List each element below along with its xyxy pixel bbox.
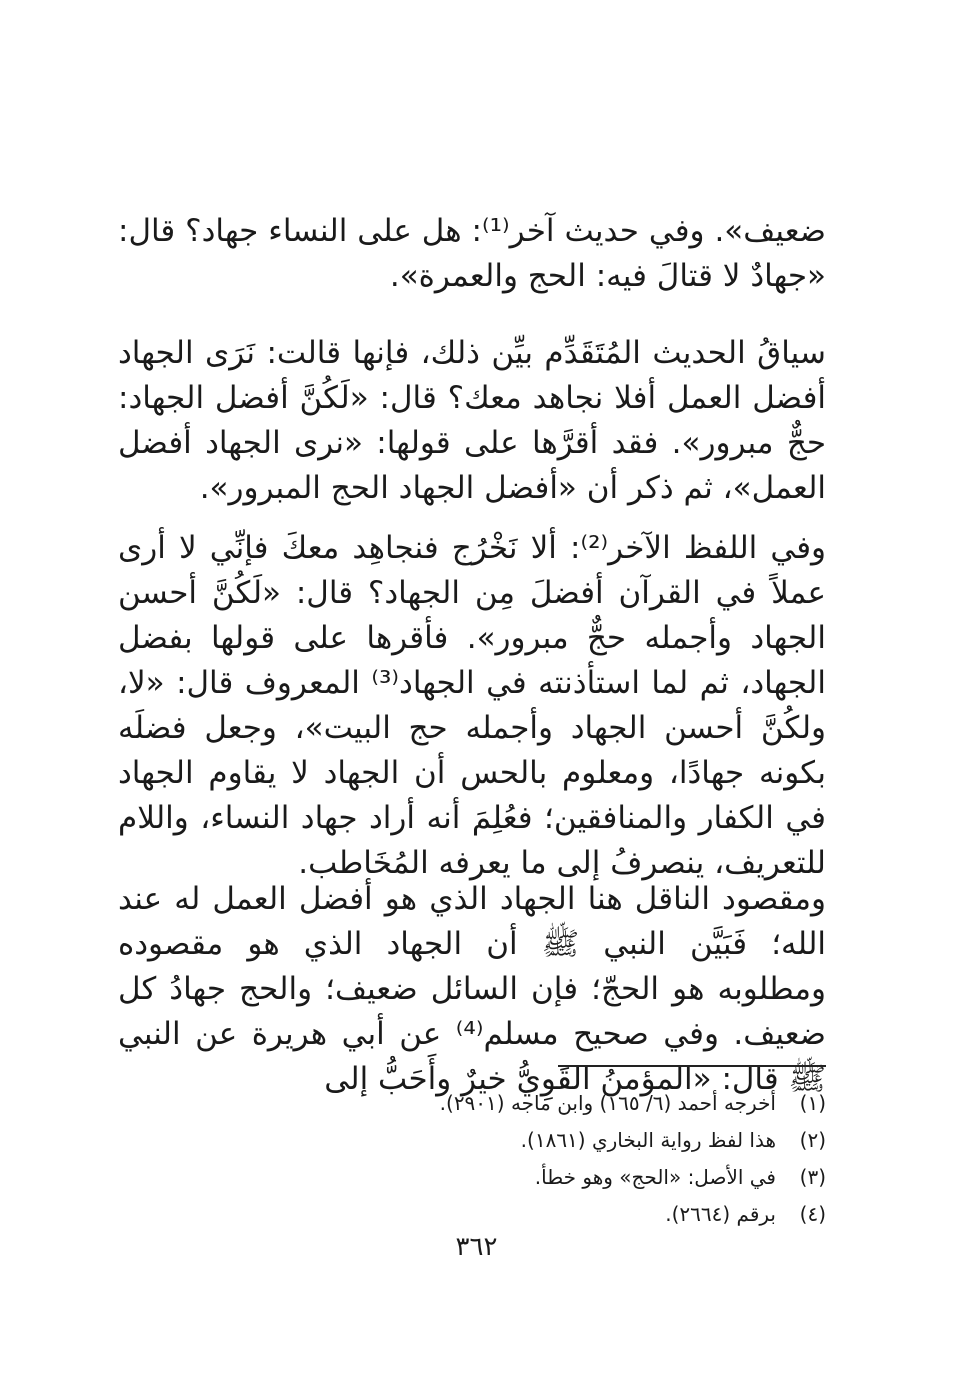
footnote-text: برقم (٢٦٦٤). bbox=[665, 1202, 776, 1226]
body-paragraph: وفي اللفظ الآخر⁽²⁾: ألا نَخْرُج فنجاهِد معكَ فإنِّي لا أرى عملاً في القرآن أفضلَ مِن الجهاد؟ قال: «لَكُنَّ أحسن الجهاد وأجمله حجٌّ مبرور». فأقرها على قولها بفضل الجهاد، ثم لما استأذنته في الجهاد⁽³⁾ المعروف قال: «لا، ولكُنَّ أحسن الجهاد وأجمله حج البيت»، وجعل فضلَه بكونه جهادًا، ومعلوم بالحس أن الجهاد لا يقاوم الجهاد في الكفار والمنافقين؛ فعُلِمَ أنه أراد جهاد النساء، واللام للتعريف، ينصرفُ إلى ما يعرفه المُخَاطب. bbox=[118, 530, 827, 881]
body-paragraph: ضعيف». وفي حديث آخر⁽¹⁾: هل على النساء جهاد؟ قال: «جهادٌ لا قتالَ فيه: الحج والعمرة». bbox=[118, 213, 826, 294]
footnote-number: (٤) bbox=[799, 1202, 826, 1226]
footnote-item bbox=[126, 1159, 826, 1196]
footnote-item bbox=[126, 1196, 826, 1233]
footnote-text: هذا لفظ رواية البخاري (١٨٦١). bbox=[520, 1128, 776, 1152]
footnote-number: (٢) bbox=[799, 1128, 826, 1152]
footnote-item bbox=[126, 1122, 826, 1159]
footnote-number: (٣) bbox=[799, 1165, 826, 1189]
footnote-divider bbox=[558, 1065, 826, 1067]
footnotes-section bbox=[126, 1085, 826, 1233]
footnote-number: (١) bbox=[799, 1091, 826, 1115]
footnote-text: أخرجه أحمد (٦/ ١٦٥) وابن ماجه (٢٩٠١). bbox=[439, 1091, 776, 1115]
body-paragraph: سياقُ الحديث المُتَقَدِّم بيِّن ذلك، فإنها قالت: نَرَى الجهاد أفضل العمل أفلا نجاهد معك؟ قال: «لَكُنَّ أفضل الجهاد: حجٌّ مبرور». فقد أقرَّها على قولها: «نرى الجهاد أفضل العمل»، ثم ذكر أن «أفضل الجهاد الحج المبرور». bbox=[118, 335, 826, 506]
body-paragraph: ومقصود الناقل هنا الجهاد الذي هو أفضل العمل له عند الله؛ فَبَيَّن النبي ﷺ أن الجهاد الذي هو مقصوده ومطلوبه هو الحجّ؛ فإن السائل ضعيف؛ والحج جهادُ كل ضعيف. وفي صحيح مسلم⁽⁴⁾ عن أبي هريرة عن النبي ﷺ قال: «المؤمنُ القَوِيُّ خيرٌ وأَحَبُّ إلى bbox=[118, 881, 827, 1097]
footnote-text: في الأصل: «الحج» وهو خطأ. bbox=[534, 1165, 776, 1189]
page-number: ٣٦٢ bbox=[455, 1232, 498, 1262]
footnote-item bbox=[126, 1085, 826, 1122]
